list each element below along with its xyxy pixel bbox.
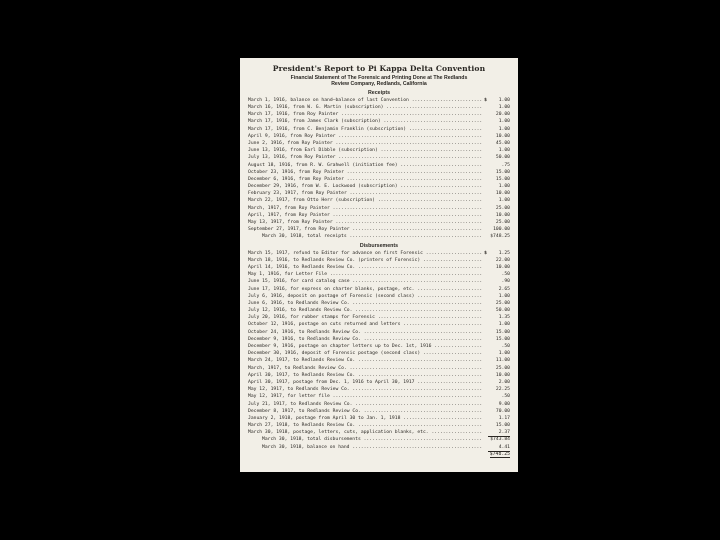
disbursement-row-text: June 15, 1916, for card catalog case ..... [248,278,483,285]
receipt-row [248,197,510,204]
disbursement-row [248,286,510,293]
final-balance-value: $748.25 [489,451,510,457]
disbursement-row-text: March 18, 1916, to Redlands Review Co. (printers of Forensic) ..... [248,257,483,264]
disbursement-row [248,264,510,271]
receipt-row-text: March 17, 1916, from James Clark (subscription) ..... [248,118,483,125]
receipt-row-text: August 18, 1916, from R. W. Grahwell (initiation fee) ..... [248,162,483,169]
disbursement-row-currency: $ [484,250,487,256]
receipt-row [248,169,510,176]
disbursement-row-amount: 25.00 [495,365,510,371]
receipt-row [248,162,510,169]
disbursement-row-amount: 50.00 [495,308,510,314]
disbursement-row-amount: 10.00 [495,264,510,270]
disbursement-row-text: March 15, 1917, refund to Editor for advance on first Forensic ..... [248,250,483,257]
receipt-row-amount: 45.00 [495,140,510,146]
disbursement-row [248,365,510,372]
receipt-row-amount: 1.00 [498,105,510,110]
receipt-row [248,111,510,118]
receipt-row [248,133,510,140]
disbursement-row [248,401,510,408]
disbursement-row [248,415,510,422]
disbursement-row-text: April 30, 1917, postage from Dec. 1, 1916 to April 30, 1917 ..... [248,379,483,386]
disbursement-row-text: March, 1917, to Redlands Review Co. ..... [248,365,483,372]
receipt-row-text: June 2, 1916, from Roy Painter ..... [248,140,483,147]
disbursement-row-amount: 11.00 [495,358,510,364]
receipts-list [248,97,510,241]
disbursement-row [248,278,510,285]
disbursement-row [248,250,510,257]
disbursement-row [248,393,510,400]
receipt-row [248,219,510,226]
receipt-row-amount: 10.00 [495,191,510,197]
receipt-row-amount: 1.00 [498,148,510,154]
disbursement-row-amount: 22.00 [495,257,510,263]
receipt-row-amount: .75 [501,162,510,168]
disbursement-row [248,257,510,264]
disbursement-row-text: March 30, 1918, total disbursements ..... [262,436,483,443]
receipt-row [248,104,510,111]
disbursement-row [248,408,510,415]
disbursement-row [248,350,510,357]
receipt-row [248,97,510,104]
disbursement-row-amount: 2.37 [488,429,510,437]
disbursement-row [248,343,510,350]
disbursement-row [248,444,510,451]
receipt-row-amount: 1.00 [498,184,510,190]
disbursement-row-amount: 2.00 [498,379,510,385]
disbursement-row-amount: 1.00 [498,351,510,357]
receipt-row-text: March 17, 1916, from C. Benjamin Franklin (subscription) ..... [248,126,483,133]
document-page [240,58,518,472]
receipt-row [248,183,510,190]
receipt-row-amount: 1.00 [498,97,510,103]
receipt-row [248,212,510,219]
disbursement-row-text: July 21, 1917, to Redlands Review Co. ..... [248,401,483,408]
disbursement-row-amount: 15.00 [495,329,510,335]
disbursement-row-text: May 1, 1916, for Letter File ..... [248,271,483,278]
disbursement-row-text: March 30, 1918, balance on hand ..... [262,444,483,451]
disbursement-row-amount: 4.41 [488,444,510,452]
receipt-row-text: March 1, 1916, balance on hand—balance of last Convention ..... [248,97,483,104]
disbursement-row-text: October 24, 1916, to Redlands Review Co. ..... [248,329,483,336]
disbursement-row [248,300,510,307]
receipt-row [248,147,510,154]
disbursement-row-text: December 9, 1916, postage on chapter letters up to Dec. 1st, 1916 ..... [248,343,483,350]
receipt-row [248,126,510,133]
disbursement-row-text: March 27, 1918, to Redlands Review Co. ..... [248,422,483,429]
disbursement-row-text: April 30, 1917, to Redlands Review Co. ..... [248,372,483,379]
receipt-row-text: June 13, 1916, from Earl Dibble (subscription) ..... [248,147,483,154]
disbursement-row [248,271,510,278]
disbursement-row-text: June 17, 1916, for express on charter blanks, postage, etc. ..... [248,286,483,293]
document-subtitle-line2: Review Company, Redlands, California [331,81,427,88]
disbursement-row-amount: 70.00 [495,408,510,414]
receipt-row [248,205,510,212]
disbursement-row-amount: .50 [501,394,510,400]
receipt-row-amount: 10.00 [495,212,510,218]
disbursement-row-amount: 25.00 [495,300,510,306]
disbursement-row-amount: 1.35 [498,315,510,321]
disbursement-row-text: July 6, 1916, deposit on postage of Forensic (second class) ..... [248,293,483,300]
receipt-row-currency: $ [484,97,487,103]
receipt-row-amount: 20.00 [495,112,510,118]
receipt-row-amount: 25.00 [495,205,510,211]
receipt-row-amount: $748.25 [490,234,510,240]
disbursement-row-amount: 15.00 [495,423,510,429]
receipt-row-amount: 1.00 [498,198,510,204]
disbursement-row [248,293,510,300]
receipt-row-amount: 100.00 [493,227,510,233]
receipt-row-amount: 50.00 [495,155,510,161]
disbursement-row [248,422,510,429]
disbursement-row-text: June 6, 1916, to Redlands Review Co. ..... [248,300,483,307]
final-balance [248,451,510,458]
disbursement-row [248,379,510,386]
disbursement-row-amount: 1.25 [498,250,510,256]
disbursement-row [248,329,510,336]
disbursement-row-text: April 14, 1916, to Redlands Review Co. ..... [248,264,483,271]
receipt-row [248,154,510,161]
disbursement-row-amount: 1.17 [498,415,510,421]
disbursement-row-amount: 22.25 [495,387,510,393]
receipt-row-amount: 10.00 [495,133,510,139]
disbursement-row-text: December 30, 1916, deposit of Forensic postage (second class) ..... [248,350,483,357]
receipt-row-text: April, 1917, from Roy Painter ..... [248,212,483,219]
disbursement-row-text: December 8, 1917, to Redlands Review Co. ..... [248,408,483,415]
disbursement-row-text: July 12, 1916, to Redlands Review Co. ..... [248,307,483,314]
disbursement-row [248,386,510,393]
receipt-row-text: December 6, 1916, from Roy Painter ..... [248,176,483,183]
receipt-row-text: March 22, 1917, from Otto Herr (subscription) ..... [248,197,483,204]
receipt-row-text: March 17, 1916, from Roy Painter ..... [248,111,483,118]
disbursement-row [248,314,510,321]
receipt-row-text: October 23, 1916, from Roy Painter ..... [248,169,483,176]
receipt-row-amount: 15.00 [495,169,510,175]
disbursement-row-amount: $743.84 [490,437,510,443]
receipt-row [248,118,510,125]
receipt-row-text: March, 1917, from Roy Painter ..... [248,205,483,212]
disbursement-row-amount: 15.00 [495,336,510,342]
disbursement-row-text: July 20, 1916, for rubber stamps for Forensic ..... [248,314,483,321]
receipt-row [248,226,510,233]
receipts-heading: Receipts [367,89,391,96]
disbursement-row-text: March 24, 1917, to Redlands Review Co. ..... [248,357,483,364]
disbursement-row [248,372,510,379]
disbursement-row [248,429,510,436]
disbursement-row-amount: 1.00 [498,293,510,299]
receipt-row-text: April 9, 1916, from Roy Painter ..... [248,133,483,140]
disbursement-row-text: March 30, 1918, postage, letters, cuts, application blanks, etc. ..... [248,429,483,436]
receipt-row [248,140,510,147]
receipt-row-text: July 13, 1916, from Roy Painter ..... [248,154,483,161]
disbursement-row-text: May 12, 1917, to Redlands Review Co. ..... [248,386,483,393]
receipt-row [248,233,510,240]
disbursement-row [248,336,510,343]
document-subtitle-line1: Financial Statement of The Forensic and Printing Done at The Redlands [290,75,468,81]
disbursement-row-amount: 9.00 [498,401,510,407]
disbursements-heading: Disbursements [359,242,399,249]
disbursement-row [248,436,510,443]
disbursement-row-amount: .90 [501,279,510,285]
disbursement-row-amount: .50 [501,344,510,349]
disbursement-row [248,357,510,364]
disbursement-row-text: October 12, 1916, postage on cuts returned and letters ..... [248,321,483,328]
disbursement-row-text: December 9, 1916, to Redlands Review Co. ..... [248,336,483,343]
receipt-row-amount: 1.00 [498,119,510,125]
disbursement-row-amount: 10.00 [495,372,510,378]
receipt-row-amount: 1.00 [498,126,510,132]
disbursement-row-amount: 1.00 [498,322,510,328]
receipt-row [248,190,510,197]
document-title: President's Report to Pi Kappa Delta Convention [272,64,486,73]
receipt-row-text: February 23, 1917, from Roy Painter ..... [248,190,483,197]
disbursements-list [248,250,510,451]
disbursement-row-amount: 2.65 [498,286,510,292]
receipt-row-text: December 29, 1916, from W. E. Lockwood (subscription) ..... [248,183,483,190]
disbursement-row [248,321,510,328]
receipt-row [248,176,510,183]
disbursement-row-text: May 12, 1917, for letter file ..... [248,393,483,400]
receipt-row-text: May 13, 1917, from Roy Painter ..... [248,219,483,226]
receipt-row-amount: 15.00 [495,176,510,182]
receipt-row-text: September 27, 1917, from Roy Painter ..... [248,226,483,233]
disbursement-row-text: January 2, 1918, postage from April 30 to Jan. 1, 1918 ..... [248,415,483,422]
receipt-row-text: March 30, 1918, total receipts ..... [262,233,483,240]
disbursement-row [248,307,510,314]
receipt-row-amount: 25.00 [495,220,510,225]
disbursement-row-amount: .50 [501,272,510,278]
receipt-row-text: March 16, 1916, from W. G. Martin (subscription) ..... [248,104,483,111]
